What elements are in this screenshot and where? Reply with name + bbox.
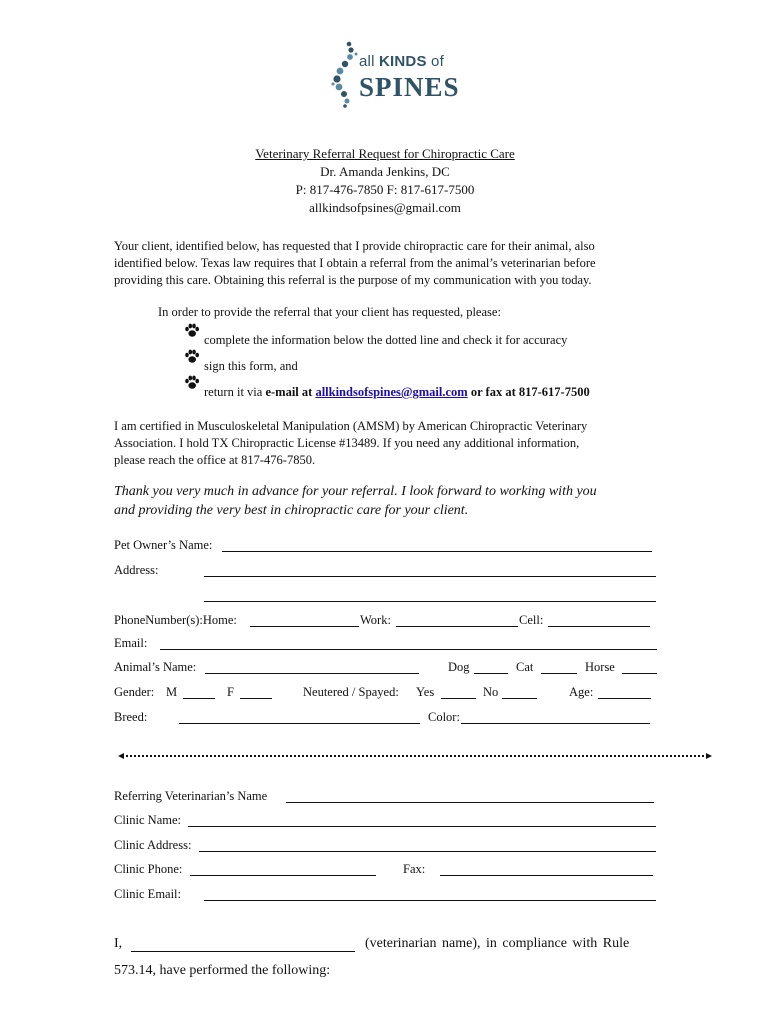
horse-label: Horse [585,660,615,674]
logo-tagline: all KINDS of [359,53,444,70]
logo-wordmark: SPINES [359,72,460,102]
clinic-name-field[interactable] [188,826,656,827]
male-label: M [166,685,178,699]
compliance-i: I, [114,936,123,951]
address-field-2[interactable] [204,601,656,602]
logo [330,40,490,110]
pet-owner-label: Pet Owner’s Name: [114,538,213,552]
compliance-line2: 573.14, have performed the following: [114,963,331,978]
phone-home-field[interactable] [250,626,359,627]
fax-field[interactable] [440,875,653,876]
instruction-item: return it via e-mail at allkindsofspines@gmail.com or fax at 817-617-7500 [204,385,590,399]
paw-icon [184,323,200,338]
ref-vet-label: Referring Veterinarian’s Name [114,789,268,803]
female-field[interactable] [240,698,272,699]
email-link[interactable]: allkindsofspines@gmail.com [315,385,468,399]
paw-icon [184,375,200,390]
breed-label: Breed: [114,710,148,724]
yes-field[interactable] [441,698,476,699]
phone-cell-label: Cell: [519,613,544,627]
header-email: allkindsofpsines@gmail.com [309,200,461,215]
clinic-name-label: Clinic Name: [114,813,181,827]
phone-home-label: PhoneNumber(s):Home: [114,613,237,627]
no-label: No [483,685,499,699]
male-field[interactable] [183,698,215,699]
pet-owner-field[interactable] [222,551,652,552]
intro-paragraph: Your client, identified below, has requested that I provide chiropractic care for their animal, also identified below. Texas law requires that I obtain a referral from the animal’s veterinarian before providing this care. Obtaining this referral is the purpose of my communication with you today. [114,239,596,287]
yes-label: Yes [416,685,435,699]
clinic-phone-field[interactable] [190,875,376,876]
page-title: Veterinary Referral Request for Chiropractic Care [255,146,515,161]
address-field-1[interactable] [204,576,656,577]
animal-name-field[interactable] [205,673,419,674]
dotted-divider [118,751,718,761]
gender-label: Gender: [114,685,155,699]
clinic-phone-label: Clinic Phone: [114,862,183,876]
email-label: Email: [114,636,148,650]
age-label: Age: [569,685,594,699]
compliance-text: (veterinarian name), in compliance with Rule [365,936,630,951]
instruction-item: complete the information below the dotted line and check it for accuracy [204,333,568,347]
certification-paragraph: I am certified in Musculoskeletal Manipulation (AMSM) by American Chiropractic Veterinary Association. I hold TX Chiropractic License #13489. If you need any additional information, please reach the office at 817-476-7850. [114,419,588,467]
vet-name-field[interactable] [131,951,355,952]
email-field[interactable] [160,649,657,650]
ref-vet-field[interactable] [286,802,654,803]
clinic-address-label: Clinic Address: [114,838,192,852]
phone-work-label: Work: [360,613,391,627]
paw-icon [184,349,200,364]
female-label: F [227,685,234,699]
clinic-address-field[interactable] [199,851,656,852]
color-field[interactable] [461,723,650,724]
animal-name-label: Animal’s Name: [114,660,197,674]
clinic-email-field[interactable] [204,900,656,901]
spine-dots-icon [330,40,360,108]
phone-fax: P: 817-476-7850 F: 817-617-7500 [295,182,475,197]
phone-cell-field[interactable] [548,626,650,627]
cat-field[interactable] [541,673,577,674]
fax-label: Fax: [403,862,426,876]
breed-field[interactable] [179,723,420,724]
no-field[interactable] [502,698,537,699]
clinic-email-label: Clinic Email: [114,887,182,901]
dog-label: Dog [448,660,470,674]
thanks-paragraph: Thank you very much in advance for your referral. I look forward to working with you and providing the very best in chiropractic care for your client. [114,484,597,518]
dog-field[interactable] [474,673,508,674]
doctor-name: Dr. Amanda Jenkins, DC [320,164,450,179]
horse-field[interactable] [622,673,657,674]
instructions-lead: In order to provide the referral that your client has requested, please: [158,305,501,319]
instruction-item: sign this form, and [204,359,298,373]
cat-label: Cat [516,660,534,674]
neutered-label: Neutered / Spayed: [303,685,399,699]
address-label: Address: [114,563,159,577]
phone-work-field[interactable] [396,626,518,627]
color-label: Color: [428,710,460,724]
age-field[interactable] [598,698,651,699]
